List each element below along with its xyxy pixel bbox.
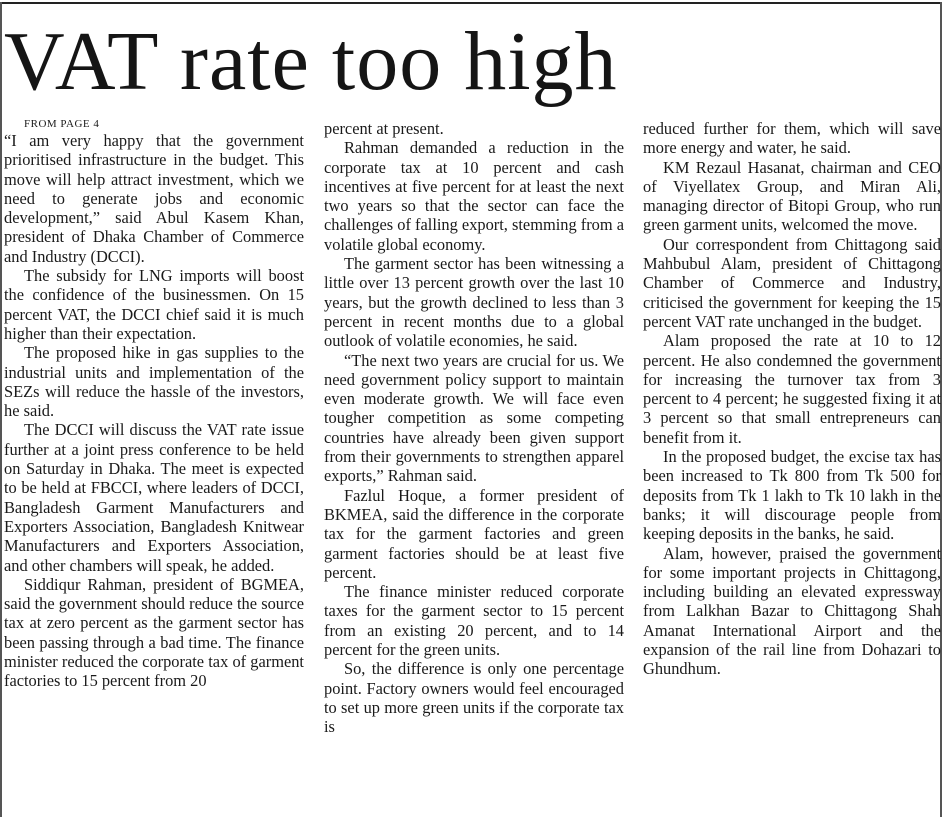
paragraph: “I am very happy that the government prioritised infrastructure in the budget. This move will help attract investment, which we need to generate jobs and economic development,” said Abul Kasem Khan, president of Dhaka Chamber of Commerce and Industry (DCCI). [4,131,304,266]
left-border-rule [0,2,2,817]
top-border-rule [0,2,942,4]
paragraph: Our correspondent from Chittagong said Mahbubul Alam, president of Chittagong Chamber of Commerce and Industry, criticised the government for keeping the 15 percent VAT rate unchanged in the budget. [643,234,941,331]
paragraph: The garment sector has been witnessing a little over 13 percent growth over the last 10 years, but the growth declined to less than 3 percent in recent months due to a global outlook of volatile economies, he said. [324,254,624,351]
paragraph: percent at present. [324,119,444,138]
paragraph: Alam proposed the rate at 10 to 12 percent. He also condemned the government for increasing the turnover tax from 3 percent to 4 percent; he suggested fixing it at 3 percent so that small entrepreneurs can benefit from it. [643,331,941,447]
paragraph: reduced further for them, which will save more energy and water, he said. [643,119,941,158]
paragraph: The DCCI will discuss the VAT rate issue further at a joint press conference to be held on Saturday in Dhaka. The meet is expected to be held at FBCCI, where leaders of DCCI, Bangladesh Garment Manufacturers and Exporters Association, Bangladesh Knitwear Manufacturers and Exporters Association, and other chambers will speak, he added. [4,420,304,575]
paragraph: KM Rezaul Hasanat, chairman and CEO of Viyellatex Group, and Miran Ali, managing director of Bitopi Group, who run green garment units, welcomed the move. [643,157,941,235]
paragraph: The subsidy for LNG imports will boost the confidence of the businessmen. On 15 percent VAT, the DCCI chief said it is much higher than their expectation. [4,266,304,343]
article-column-1 [4,117,304,817]
paragraph: Fazlul Hoque, a former president of BKMEA, said the difference in the corporate tax for the garment factories and green garment factories should be at least five percent. [324,485,624,582]
paragraph: Rahman demanded a reduction in the corporate tax at 10 percent and cash incentives at five percent for at least the next two years so that the sector can face the challenges of falling export, stemming from a volatile global economy. [324,138,624,254]
article-column-2 [324,117,624,817]
headline: VAT rate too high [4,15,618,108]
paragraph: In the proposed budget, the excise tax has been increased to Tk 800 from Tk 500 for deposits from Tk 1 lakh to Tk 10 lakh in the banks; it will discourage people from keeping deposits in the banks, he said. [643,447,941,544]
paragraph: So, the difference is only one percentage point. Factory owners would feel encouraged to set up more green units if the corporate tax is [324,659,624,737]
dateline: FROM PAGE 4 [24,118,100,130]
paragraph: The proposed hike in gas supplies to the industrial units and implementation of the SEZs will reduce the hassle of the investors, he said. [4,343,304,421]
paragraph: “The next two years are crucial for us. We need government policy support to maintain even moderate growth. We will face even tougher competition as some competing countries have already been given support from their governments to strengthen apparel exports,” Rahman said. [324,350,624,486]
paragraph: Siddiqur Rahman, president of BGMEA, said the government should reduce the source tax at zero percent as the garment sector has been passing through a bad time. The finance minister reduced the corporate tax of garment factories to 15 percent from 20 [4,574,304,691]
paragraph: Alam, however, praised the government for some important projects in Chittagong, including building an elevated expressway from Lalkhan Bazar to Chittagong Shah Amanat International Airport and the expansion of the rail line from Dohazari to Ghundhum. [643,543,941,679]
article-column-3 [643,117,941,817]
paragraph: The finance minister reduced corporate taxes for the garment sector to 15 percent from an existing 20 percent, and to 14 percent for the green units. [324,582,624,660]
